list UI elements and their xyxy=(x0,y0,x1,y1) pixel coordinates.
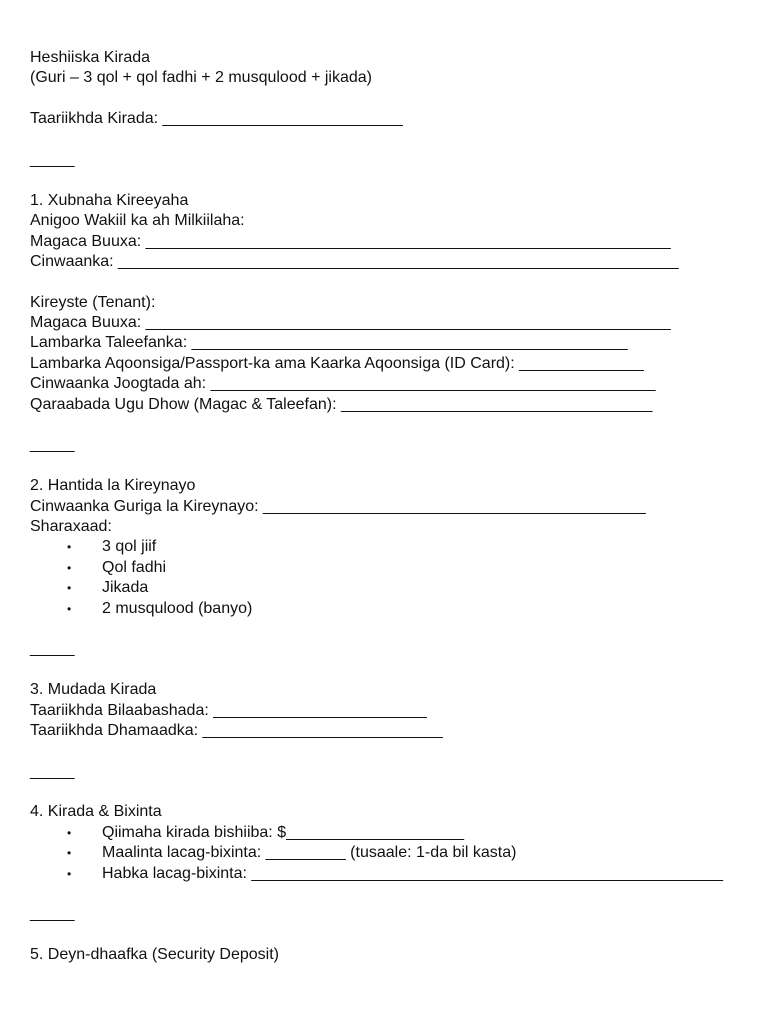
list-item-text: 3 qol jiif xyxy=(102,538,157,556)
property-features-list xyxy=(30,537,750,619)
tenant-relatives-line: Qaraabada Ugu Dhow (Magac & Taleefan): ___________________________________ xyxy=(30,395,653,413)
section-3-heading: 3. Mudada Kirada xyxy=(30,681,157,699)
document-subtitle: (Guri – 3 qol + qol fadhi + 2 musqulood + jikada) xyxy=(30,69,372,87)
bullet-icon: • xyxy=(67,540,72,555)
owner-label: Anigoo Wakiil ka ah Milkiilaha: xyxy=(30,212,245,230)
bullet-icon: • xyxy=(67,825,72,840)
document-title: Heshiiska Kirada xyxy=(30,49,151,66)
spacer xyxy=(30,415,750,435)
bullet-icon: • xyxy=(67,601,72,616)
section-4-heading: 4. Kirada & Bixinta xyxy=(30,803,162,821)
owner-address-line: Cinwaanka: _______________________________________________________________ xyxy=(30,252,679,270)
bullet-icon: • xyxy=(67,581,72,596)
list-item xyxy=(30,578,750,598)
list-item xyxy=(30,823,750,843)
spacer xyxy=(30,272,750,292)
list-item-text: Maalinta lacag-bixinta: _________ (tusaale: 1-da bil kasta) xyxy=(102,844,517,862)
spacer xyxy=(30,660,750,680)
spacer xyxy=(30,884,750,904)
spacer xyxy=(30,170,750,190)
spacer xyxy=(30,925,750,945)
section-5-heading: 5. Deyn-dhaafka (Security Deposit) xyxy=(30,946,279,964)
spacer xyxy=(30,741,750,761)
bullet-icon: • xyxy=(67,866,72,881)
section-separator: _____ xyxy=(30,905,75,923)
tenant-name-line: Magaca Buuxa: ___________________________________________________________ xyxy=(30,314,671,332)
end-date-line: Taariikhda Dhamaadka: ___________________________ xyxy=(30,721,443,739)
spacer xyxy=(30,619,750,639)
list-item xyxy=(30,537,750,557)
list-item xyxy=(30,843,750,863)
spacer xyxy=(30,89,750,109)
property-address-line: Cinwaanka Guriga la Kireynayo: ___________________________________________ xyxy=(30,497,646,515)
list-item-text: 2 musqulood (banyo) xyxy=(102,599,253,617)
section-separator: _____ xyxy=(30,640,75,658)
spacer xyxy=(30,782,750,802)
rental-agreement-document xyxy=(30,48,750,966)
section-separator: _____ xyxy=(30,150,75,168)
list-item xyxy=(30,558,750,578)
bullet-icon: • xyxy=(67,560,72,575)
start-date-line: Taariikhda Bilaabashada: ________________________ xyxy=(30,701,427,719)
section-separator: _____ xyxy=(30,436,75,454)
list-item-text: Habka lacag-bixinta: _____________________________________________________ xyxy=(102,864,724,882)
spacer xyxy=(30,456,750,476)
section-1-heading: 1. Xubnaha Kireeyaha xyxy=(30,191,189,209)
tenant-id-line: Lambarka Aqoonsiga/Passport-ka ama Kaarka Aqoonsiga (ID Card): ______________ xyxy=(30,354,644,372)
list-item xyxy=(30,599,750,619)
spacer xyxy=(30,130,750,150)
description-label: Sharaxaad: xyxy=(30,517,112,535)
list-item-text: Qol fadhi xyxy=(102,558,167,576)
list-item-text: Qiimaha kirada bishiiba: $____________________ xyxy=(102,823,465,841)
tenant-phone-line: Lambarka Taleefanka: _________________________________________________ xyxy=(30,334,628,352)
tenant-legal-address-line: Cinwaanka Joogtada ah: __________________________________________________ xyxy=(30,375,656,393)
rental-date-line: Taariikhda Kirada: ___________________________ xyxy=(30,110,403,128)
tenant-label: Kireyste (Tenant): xyxy=(30,293,156,311)
rent-payment-list xyxy=(30,823,750,884)
list-item-text: Jikada xyxy=(102,579,149,597)
section-2-heading: 2. Hantida la Kireynayo xyxy=(30,477,196,495)
list-item xyxy=(30,864,750,884)
owner-name-line: Magaca Buuxa: ___________________________________________________________ xyxy=(30,232,671,250)
section-separator: _____ xyxy=(30,762,75,780)
bullet-icon: • xyxy=(67,846,72,861)
